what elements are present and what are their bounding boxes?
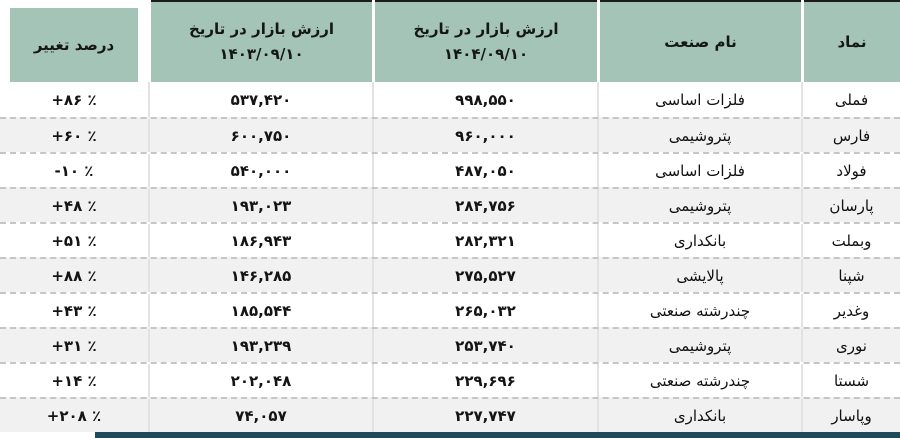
cell-value-1403: ۷۴,۰۵۷	[148, 399, 372, 432]
cell-symbol: فملی	[801, 82, 900, 117]
cell-symbol: فولاد	[801, 154, 900, 187]
table-row	[0, 117, 900, 152]
cell-change: +۵۱ ٪	[51, 231, 97, 250]
cell-value-1403: ۲۰۲,۰۴۸	[148, 364, 372, 397]
table-row	[0, 397, 900, 432]
cell-value-1403: ۶۰۰,۷۵۰	[148, 119, 372, 152]
cell-value-1404: ۲۲۹,۶۹۶	[372, 364, 597, 397]
cell-change: +۸۸ ٪	[51, 266, 97, 285]
table-row	[0, 327, 900, 362]
cell-industry: پتروشیمی	[597, 119, 801, 152]
table-row	[0, 222, 900, 257]
header-change-cell	[0, 0, 148, 82]
cell-symbol: شستا	[801, 364, 900, 397]
cell-change: -۱۰ ٪	[54, 161, 94, 180]
table-row	[0, 292, 900, 327]
cell-symbol: فارس	[801, 119, 900, 152]
cell-industry: بانکداری	[597, 224, 801, 257]
cell-symbol: وبملت	[801, 224, 900, 257]
cell-value-1404: ۲۸۴,۷۵۶	[372, 189, 597, 222]
cell-symbol: شپنا	[801, 259, 900, 292]
cell-symbol: نوری	[801, 329, 900, 362]
cell-change: +۴۸ ٪	[51, 196, 97, 215]
cell-industry: فلزات اساسی	[597, 154, 801, 187]
cell-symbol: وغدیر	[801, 294, 900, 327]
bottom-bar	[95, 432, 900, 438]
cell-industry: پتروشیمی	[597, 189, 801, 222]
table-row	[0, 82, 900, 117]
cell-value-1403: ۱۹۳,۰۲۳	[148, 189, 372, 222]
header-value-1404-cell	[372, 0, 597, 82]
cell-symbol: وپاسار	[801, 399, 900, 432]
cell-value-1404: ۹۶۰,۰۰۰	[372, 119, 597, 152]
header-symbol-label: نماد	[837, 32, 867, 51]
header-value-1404-label: ارزش بازار در تاریخ	[413, 20, 559, 39]
cell-value-1404: ۲۲۷,۷۴۷	[372, 399, 597, 432]
header-industry-label: نام صنعت	[664, 32, 737, 51]
cell-change: +۳۱ ٪	[51, 336, 97, 355]
cell-value-1404: ۲۷۵,۵۲۷	[372, 259, 597, 292]
cell-value-1403: ۱۸۵,۵۴۴	[148, 294, 372, 327]
cell-value-1404: ۲۵۳,۷۴۰	[372, 329, 597, 362]
cell-change: +۸۶ ٪	[51, 90, 97, 109]
cell-industry: پتروشیمی	[597, 329, 801, 362]
header-change-label: درصد تغییر	[33, 35, 115, 54]
cell-value-1403: ۱۸۶,۹۴۳	[148, 224, 372, 257]
cell-industry: چندرشته صنعتی	[597, 294, 801, 327]
cell-value-1403: ۵۴۰,۰۰۰	[148, 154, 372, 187]
cell-change: +۱۴ ٪	[51, 371, 97, 390]
header-symbol-cell	[801, 0, 900, 82]
cell-value-1403: ۱۴۶,۲۸۵	[148, 259, 372, 292]
table-row	[0, 362, 900, 397]
cell-symbol: پارسان	[801, 189, 900, 222]
cell-industry: چندرشته صنعتی	[597, 364, 801, 397]
cell-industry: پالایشی	[597, 259, 801, 292]
header-value-1403-label: ارزش بازار در تاریخ	[188, 20, 335, 39]
cell-value-1403: ۵۳۷,۴۲۰	[148, 82, 372, 117]
cell-industry: بانکداری	[597, 399, 801, 432]
cell-value-1403: ۱۹۳,۲۳۹	[148, 329, 372, 362]
header-industry-cell	[597, 0, 801, 82]
cell-value-1404: ۴۸۷,۰۵۰	[372, 154, 597, 187]
table-row	[0, 257, 900, 292]
cell-change: +۲۰۸ ٪	[46, 406, 102, 425]
table-row	[0, 152, 900, 187]
table-body	[0, 82, 900, 432]
header-value-1403-cell	[148, 0, 372, 82]
header-value-1404-date: ۱۴۰۴/۰۹/۱۰	[443, 45, 529, 63]
cell-industry: فلزات اساسی	[597, 82, 801, 117]
cell-value-1404: ۲۶۵,۰۳۲	[372, 294, 597, 327]
header-value-1403-date: ۱۴۰۳/۰۹/۱۰	[219, 45, 304, 63]
cell-change: +۴۳ ٪	[51, 301, 97, 320]
cell-change: +۶۰ ٪	[51, 126, 97, 145]
cell-value-1404: ۹۹۸,۵۵۰	[372, 82, 597, 117]
table-row	[0, 187, 900, 222]
cell-value-1404: ۲۸۲,۳۲۱	[372, 224, 597, 257]
table-header-row	[0, 0, 900, 82]
